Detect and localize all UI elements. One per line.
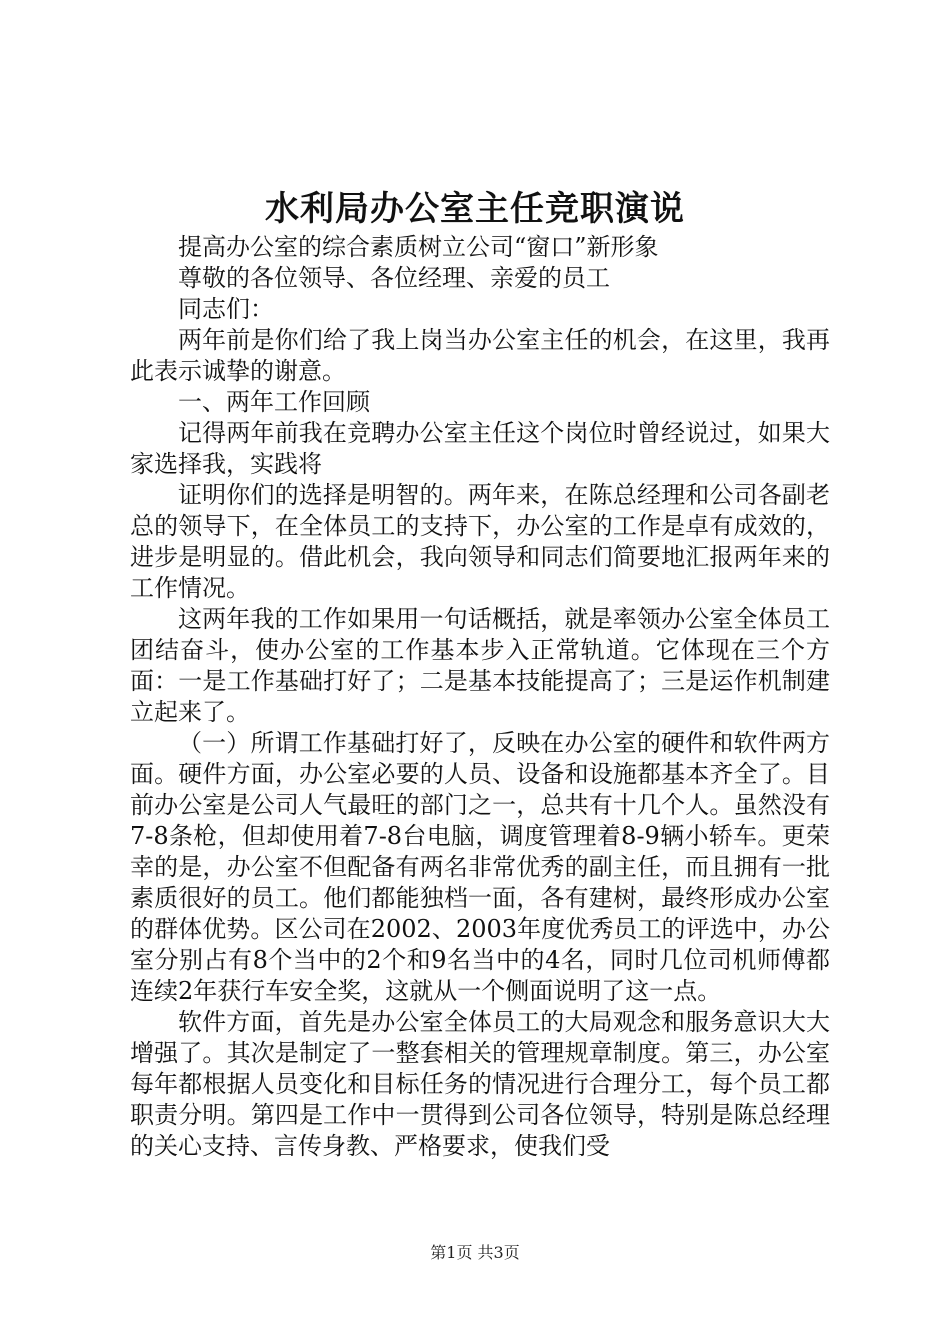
section-heading: 一、两年工作回顾 (178, 388, 370, 416)
paragraph-subtitle: 提高办公室的综合素质树立公司“窗口”新形象 (178, 233, 659, 261)
paragraph-salutation: 尊敬的各位领导、各位经理、亲爱的员工 (178, 264, 610, 292)
document-body (130, 232, 830, 1162)
paragraph-thanks: 两年前是你们给了我上岗当办公室主任的机会，在这里，我再此表示诚挚的谢意。 (130, 326, 830, 385)
paragraph-progress: 证明你们的选择是明智的。两年来，在陈总经理和公司各副老总的领导下，在全体员工的支持下，办公室的工作是卓有成效的，进步是明显的。借此机会，我向领导和同志们简要地汇报两年来的工作情况。 (130, 481, 830, 602)
paragraph-recall: 记得两年前我在竞聘办公室主任这个岗位时曾经说过，如果大家选择我，实践将 (130, 419, 830, 478)
paragraph-hardware: （一）所谓工作基础打好了，反映在办公室的硬件和软件两方面。硬件方面，办公室必要的人员、设备和设施都基本齐全了。目前办公室是公司人气最旺的部门之一，总共有十几个人。虽然没有7-8条枪，但却使用着7-8台电脑，调度管理着8-9辆小轿车。更荣幸的是，办公室不但配备有两名非常优秀的副主任，而且拥有一批素质很好的员工。他们都能独档一面，各有建树，最终形成办公室的群体优势。区公司在2002、2003年度优秀员工的评选中，办公室分别占有8个当中的2个和9名当中的4名，同时几位司机师傅都连续2年获行车安全奖，这就从一个侧面说明了这一点。 (130, 729, 830, 1005)
paragraph-salutation-comrades: 同志们： (178, 295, 274, 323)
document-title: 水利局办公室主任竞职演说 (265, 189, 685, 229)
paragraph-summary: 这两年我的工作如果用一句话概括，就是率领办公室全体员工团结奋斗，使办公室的工作基本步入正常轨道。它体现在三个方面：一是工作基础打好了；二是基本技能提高了；三是运作机制建立起来了。 (130, 605, 830, 726)
page-footer: 第1页 共3页 (430, 1243, 520, 1262)
paragraph-software: 软件方面，首先是办公室全体员工的大局观念和服务意识大大增强了。其次是制定了一整套相关的管理规章制度。第三，办公室每年都根据人员变化和目标任务的情况进行合理分工，每个员工都职责分明。第四是工作中一贯得到公司各位领导，特别是陈总经理的关心支持、言传身教、严格要求，使我们受 (130, 1008, 830, 1160)
